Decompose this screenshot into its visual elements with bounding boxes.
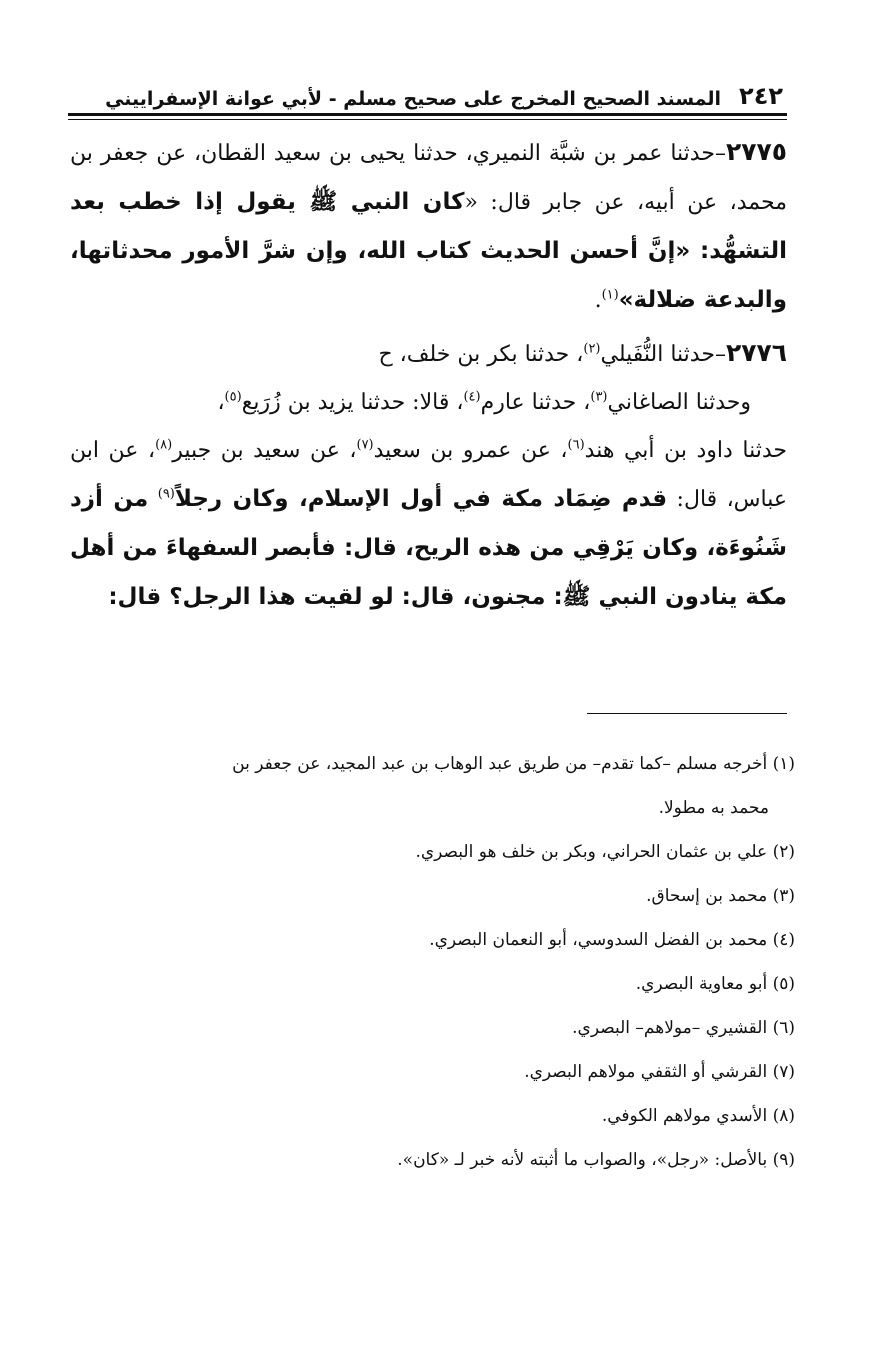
hadith-2775: [70, 128, 787, 325]
footnote-ref[interactable]: (٨): [155, 437, 173, 453]
isnad-segment: ، قالا: حدثنا يزيد بن زُرَيع: [241, 390, 464, 415]
hadith-matn: قدم ضِمَاد مكة في أول الإسلام، وكان رجلاً: [174, 486, 668, 512]
footnote-item: (٧) القرشي أو الثقفي مولاهم البصري.: [524, 1062, 795, 1082]
running-title: المسند الصحيح المخرج على صحيح مسلم - لأبي عوانة الإسفراييني: [105, 88, 722, 110]
isnad-segment: عن ابن عباس، قال:: [70, 438, 788, 512]
footnote-ref[interactable]: (٦): [567, 437, 585, 453]
footnote-text: (١) أخرجه مسلم –كما تقدم– من طريق عبد الوهاب بن عبد المجيد، عن جعفر بن: [232, 754, 795, 774]
footnote-item: [72, 742, 795, 830]
hadith-isnad: ، حدثنا بكر بن خلف، ح: [378, 342, 584, 367]
hadith-number: ٢٧٧٦: [725, 338, 787, 367]
isnad-segment: ،: [217, 390, 225, 415]
hadith-matn: كان النبي ﷺ يقول إذا خطب بعد التشهُّد: «إنَّ أحسن الحديث كتاب الله، وإن شرَّ الأمور محدثاتها، والبدعة ضلالة»: [70, 189, 787, 313]
isnad-segment: ، عن عمرو بن سعيد: [373, 438, 568, 463]
footnotes-list: [72, 742, 795, 1182]
isnad-segment: ، حدثنا عارم: [480, 390, 591, 415]
footnote-ref[interactable]: (٤): [463, 389, 481, 405]
hadith-tail: .: [594, 288, 602, 313]
footnote-item: (٨) الأسدي مولاهم الكوفي.: [601, 1106, 795, 1126]
footnote-item: (٦) القشيري –مولاهم– البصري.: [572, 1018, 795, 1038]
footnote-item: (٩) بالأصل: «رجل»، والصواب ما أثبته لأنه خبر لـ «كان».: [397, 1150, 795, 1170]
isnad-segment: ، عن سعيد بن جبير: [172, 438, 357, 463]
footnote-ref[interactable]: (٥): [224, 389, 242, 405]
running-header: [72, 70, 783, 110]
hadith-2776: [70, 329, 787, 622]
isnad-segment: حدثنا داود بن أبي هند: [584, 438, 787, 463]
hadith-number: ٢٧٧٥: [725, 137, 787, 166]
footnote-ref[interactable]: (١): [601, 287, 619, 303]
main-text: [70, 128, 787, 622]
footnote-item: (٤) محمد بن الفضل السدوسي، أبو النعمان البصري.: [429, 930, 795, 950]
footnote-continuation: محمد به مطولا.: [658, 798, 769, 818]
hadith-isnad: –حدثنا النُّفَيلي: [600, 342, 726, 367]
header-rule-thick: [68, 113, 787, 116]
isnad-segment: ،: [147, 438, 156, 463]
footnote-item: (٣) محمد بن إسحاق.: [646, 886, 795, 906]
footnote-ref[interactable]: (٢): [583, 341, 601, 357]
footnote-item: (٥) أبو معاوية البصري.: [635, 974, 795, 994]
isnad-segment: وحدثنا الصاغاني: [607, 390, 751, 415]
page-number: ٢٤٢: [739, 82, 783, 110]
hadith-matn: من أزد شَنُوءَة، وكان يَرْقِي من هذه الريح، قال: فأبصر السفهاءَ من أهل مكة ينادون النبي ﷺ: مجنون، قال: لو لقيت هذا الرجل؟ قال:: [70, 486, 787, 610]
footnote-ref[interactable]: (٧): [356, 437, 374, 453]
footnote-ref[interactable]: (٩): [157, 486, 175, 502]
isnad-line: [70, 379, 787, 427]
footnote-ref[interactable]: (٣): [590, 389, 608, 405]
header-rule-thin: [68, 119, 787, 120]
hadith-isnad: –حدثنا عمر بن شبَّة النميري، حدثنا يحيى بن سعيد القطان، عن جعفر بن محمد، عن أبيه، عن جابر قال: «: [70, 141, 787, 215]
footnote-item: (٢) علي بن عثمان الحراني، وبكر بن خلف هو البصري.: [415, 842, 795, 862]
footnote-separator: [587, 713, 787, 714]
